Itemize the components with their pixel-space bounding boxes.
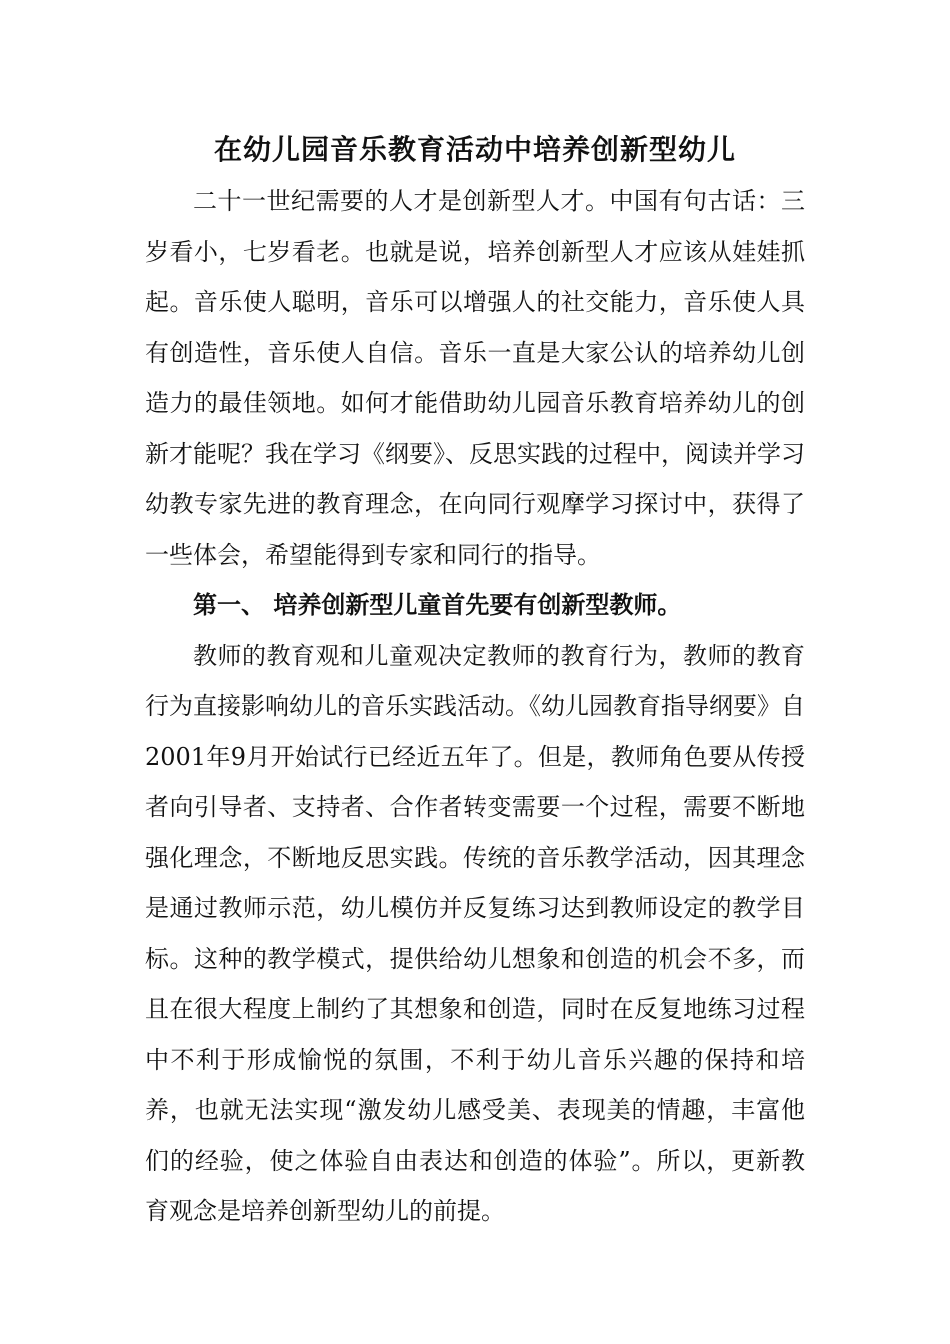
section-paragraph: 教师的教育观和儿童观决定教师的教育行为，教师的教育行为直接影响幼儿的音乐实践活动。《幼儿园教育指导纲要》自2001年9月开始试行已经近五年了。但是，教师角色要从传授者向引导者、支持者、合作者转变需要一个过程，需要不断地强化理念，不断地反思实践。传统的音乐教学活动，因其理念是通过教师示范，幼儿模仿并反复练习达到教师设定的教学目标。这种的教学模式，提供给幼儿想象和创造的机会不多，而且在很大程度上制约了其想象和创造，同时在反复地练习过程中不利于形成愉悦的氛围，不利于幼儿音乐兴趣的保持和培养，也就无法实现“激发幼儿感受美、表现美的情趣，丰富他们的经验，使之体验自由表达和创造的体验”。所以，更新教育观念是培养创新型幼儿的前提。 (145, 641, 805, 1225)
document-title: 在幼儿园音乐教育活动中培养创新型幼儿 (213, 133, 736, 166)
document-page (145, 128, 805, 1237)
intro-paragraph: 二十一世纪需要的人才是创新型人才。中国有句古话：三岁看小，七岁看老。也就是说，培养创新型人才应该从娃娃抓起。音乐使人聪明，音乐可以增强人的社交能力，音乐使人具有创造性，音乐使人自信。音乐一直是大家公认的培养幼儿创造力的最佳领地。如何才能借助幼儿园音乐教育培养幼儿的创新才能呢？我在学习《纲要》、反思实践的过程中，阅读并学习幼教专家先进的教育理念，在向同行观摩学习探讨中，获得了一些体会，希望能得到专家和同行的指导。 (145, 187, 805, 569)
section-heading: 第一、 培养创新型儿童首先要有创新型教师。 (193, 590, 682, 619)
